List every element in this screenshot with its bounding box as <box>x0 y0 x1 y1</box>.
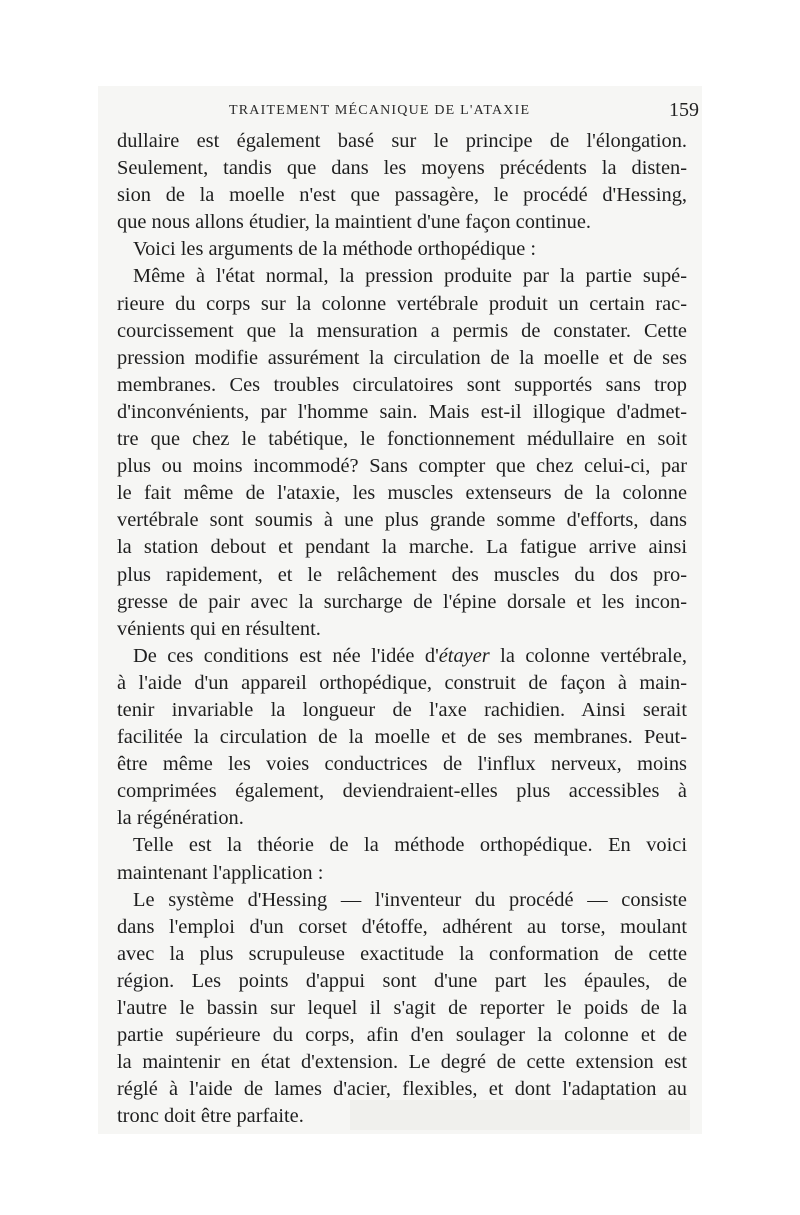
text-line: membranes. Ces troubles circulatoires sont supportés sans trop <box>117 373 687 396</box>
text-line: tenir invariable la longueur de l'axe rachidien. Ainsi serait <box>117 698 687 721</box>
text-line: partie supérieure du corps, afin d'en soulager la colonne et de <box>117 1024 687 1047</box>
text-line: que nous allons étudier, la maintient d'une façon continue. <box>117 211 591 234</box>
text-line: la régénération. <box>117 807 244 830</box>
running-title: TRAITEMENT MÉCANIQUE DE L'ATAXIE <box>229 103 531 118</box>
text-line: maintenant l'application : <box>117 861 324 884</box>
show-through-stain <box>350 1100 690 1130</box>
text-line: facilitée la circulation de la moelle et de ses membranes. Peut- <box>117 726 687 749</box>
text-line: gresse de pair avec la surcharge de l'épine dorsale et les incon- <box>117 590 687 613</box>
text-line: le fait même de l'ataxie, les muscles extenseurs de la colonne <box>117 482 687 505</box>
text-line: plus rapidement, et le relâchement des muscles du dos pro- <box>117 563 687 586</box>
text-line: courcissement que la mensuration a permis de constater. Cette <box>117 319 687 342</box>
text-line: plus ou moins incommodé? Sans compter que chez celui-ci, par <box>117 455 687 478</box>
text-line: être même les voies conductrices de l'influx nerveux, moins <box>117 753 687 776</box>
text-line: De ces conditions est née l'idée d'étayer la colonne vertébrale, <box>133 644 687 667</box>
text-line: Même à l'état normal, la pression produite par la partie supé- <box>133 265 687 288</box>
text-line: l'autre le bassin sur lequel il s'agit de reporter le poids de la <box>117 997 687 1019</box>
text-line: rieure du corps sur la colonne vertébrale produit un certain rac- <box>117 292 687 315</box>
text-line: tre que chez le tabétique, le fonctionnement médullaire en soit <box>117 428 687 451</box>
text-line: réglé à l'aide de lames d'acier, flexibles, et dont l'adaptation au <box>117 1078 687 1101</box>
emphasis-word: étayer <box>438 644 490 667</box>
text-line: région. Les points d'appui sont d'une part les épaules, de <box>117 969 687 992</box>
text-line: à l'aide d'un appareil orthopédique, construit de façon à main- <box>117 671 687 694</box>
text-line: Telle est la théorie de la méthode orthopédique. En voici <box>133 834 687 857</box>
text-line: dans l'emploi d'un corset d'étoffe, adhérent au torse, moulant <box>117 915 687 938</box>
text-line: Voici les arguments de la méthode orthopédique : <box>133 238 537 261</box>
page-header <box>117 99 699 124</box>
text-line: comprimées également, deviendraient-elles plus accessibles à <box>117 780 687 803</box>
text-line: vénients qui en résultent. <box>117 617 321 640</box>
text-line: d'inconvénients, par l'homme sain. Mais est-il illogique d'admet- <box>117 400 687 423</box>
text-line: sion de la moelle n'est que passagère, le procédé d'Hessing, <box>117 184 687 207</box>
text-line: dullaire est également basé sur le principe de l'élongation. <box>117 130 687 152</box>
text-line: la station debout et pendant la marche. La fatigue arrive ainsi <box>117 536 687 559</box>
text-line: tronc doit être parfaite. <box>117 1105 304 1128</box>
body-text <box>117 128 687 1130</box>
page-number: 159 <box>669 99 699 121</box>
text-line: avec la plus scrupuleuse exactitude la conformation de cette <box>117 942 687 965</box>
text-line: pression modifie assurément la circulation de la moelle et de ses <box>117 346 687 369</box>
text-line: vertébrale sont soumis à une plus grande somme d'efforts, dans <box>117 509 687 532</box>
text-line: Seulement, tandis que dans les moyens précédents la disten- <box>117 157 687 180</box>
text-line: la maintenir en état d'extension. Le degré de cette extension est <box>117 1051 687 1074</box>
text-line: Le système d'Hessing — l'inventeur du procédé — consiste <box>133 888 687 911</box>
